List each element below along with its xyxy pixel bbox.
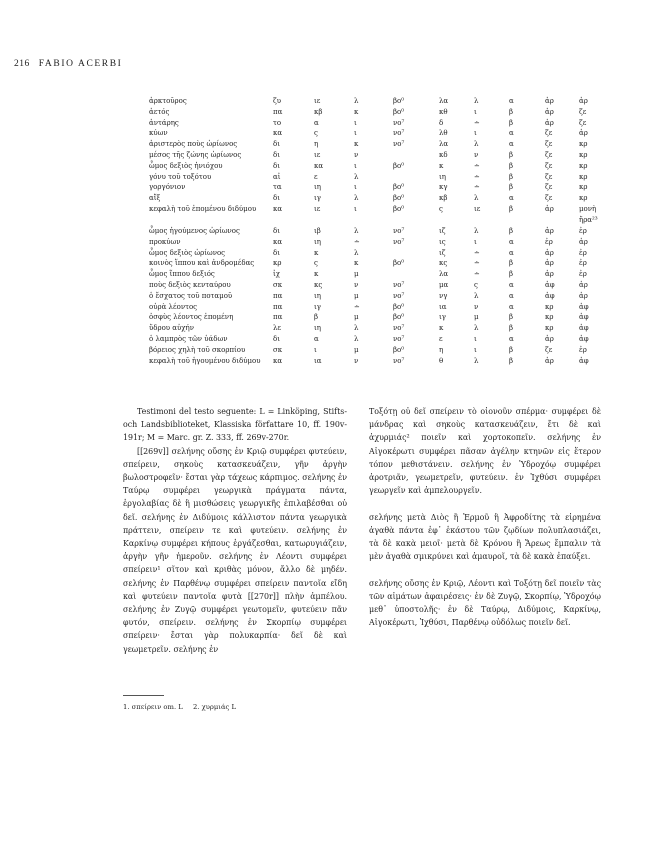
star-cell: κα — [273, 129, 283, 138]
star-cell: ζε — [545, 150, 553, 159]
star-cell: ἐρ — [579, 226, 587, 235]
star-cell: ἀφ — [579, 356, 589, 365]
star-cell: ἀρ — [545, 226, 554, 235]
star-name: ὦμος δεξιὸς ἡνιόχου — [149, 161, 223, 170]
star-cell: μ — [474, 313, 479, 322]
star-cell: βο⁰ — [393, 194, 405, 203]
star-cell: ι — [314, 345, 317, 354]
star-cell: ἀρ — [545, 107, 554, 116]
star-cell: β — [509, 356, 514, 365]
star-cell: νο⁷ — [393, 356, 405, 365]
star-cell: λ — [354, 226, 359, 235]
star-cell: μ — [354, 345, 359, 354]
star-cell-line1: μονὴ — [579, 204, 597, 213]
star-name: κύων — [149, 129, 168, 138]
star-cell: ἀρ — [579, 280, 588, 289]
star-name: ἀντάρης — [149, 118, 179, 127]
star-cell: ζε — [579, 107, 587, 116]
star-cell: βο⁰ — [393, 259, 405, 268]
star-cell: ζε — [579, 118, 587, 127]
star-cell: ζε — [545, 194, 553, 203]
star-cell: ἐρ — [545, 237, 553, 246]
star-cell: σκ — [273, 280, 283, 289]
star-cell: β — [509, 204, 514, 213]
star-cell: ς — [314, 129, 318, 138]
star-cell: β — [509, 324, 514, 333]
star-cell: νο⁷ — [393, 334, 405, 343]
star-cell: ιγ — [314, 194, 321, 203]
star-cell: κ — [439, 324, 444, 333]
star-cell: λ — [474, 226, 479, 235]
star-cell: α — [509, 237, 514, 246]
star-cell: ς — [314, 259, 318, 268]
star-cell: ἐρ — [579, 270, 587, 279]
star-cell: κρ — [579, 194, 588, 203]
star-cell: ∸ — [474, 118, 480, 127]
star-cell: α — [509, 248, 514, 257]
star-cell: ἀφ — [579, 302, 589, 311]
greek-text-right-3: σελήνης οὔσης ἐν Κριῷ, Λέοντι καὶ Τοξότῃ δεῖ ποιεῖν τὰς τῶν αἱμάτων ἀφαιρέσεις· ἐν δὲ Ζυγῷ, Σκορπίῳ, Ὑδροχόῳ μεθ᾿ ὑποστολῆς· ἐν δὲ Ταύρῳ, Διδύμοις, Καρκίνῳ, Αἰγοκέρωτι, Ἰχθύσι, Παρθένῳ οὐδόλως ποιεῖν δεῖ. — [369, 578, 601, 628]
star-cell: ι — [354, 129, 357, 138]
star-cell: λ — [474, 356, 479, 365]
star-cell: ∸ — [474, 270, 480, 279]
star-cell: βο⁰ — [393, 204, 405, 213]
star-cell: κα — [273, 237, 283, 246]
star-name: ὦμος ἡγούμενος ὠρίωνος — [149, 226, 240, 235]
star-cell: λ — [354, 324, 359, 333]
greek-text-right-2: σελήνης μετὰ Διὸς ἢ Ἑρμοῦ ἢ Ἀφροδίτης τὰ εἰρημένα ἀγαθὰ πάντα ἐφ᾿ ἑκάστου τῶν ζῳδίων πολυπλασιάζει, τὰ δὲ κακὰ μειοῖ· μετὰ δὲ Κρόνου ἢ Ἄρεως ἔμπαλιν τὰ μὲν ἀγαθὰ σμικρύνει καὶ ἀμαυροῖ, τὰ δὲ κακὰ ἐπαύξει. — [369, 512, 601, 562]
footnotes — [123, 703, 244, 711]
star-cell: βο⁰ — [393, 161, 405, 170]
star-name: ὁ ἔσχατος τοῦ ποταμοῦ — [149, 291, 233, 300]
star-cell: ιη — [314, 324, 321, 333]
star-name: ἀριστερὸς ποὺς ὠρίωνος — [149, 140, 238, 149]
star-name: βόρειος χηλὴ τοῦ σκορπίου — [149, 345, 246, 354]
star-cell: πα — [273, 107, 283, 116]
star-cell: β — [509, 183, 514, 192]
star-cell: κρ — [545, 302, 554, 311]
star-cell: νο⁷ — [393, 280, 405, 289]
star-cell: δι — [273, 334, 280, 343]
running-head-author: FABIO ACERBI — [38, 59, 123, 69]
star-cell: ∸ — [474, 183, 480, 192]
star-cell: ιε — [314, 150, 321, 159]
star-name: κεφαλὴ τοῦ ἡγουμένου διδύμου — [149, 356, 261, 365]
star-cell: μα — [439, 280, 449, 289]
star-cell: κ — [314, 270, 319, 279]
star-cell: η — [439, 345, 444, 354]
star-cell: θ — [439, 356, 444, 365]
star-cell: ζε — [545, 140, 553, 149]
star-cell: πα — [273, 291, 283, 300]
star-cell: ἀρ — [545, 334, 554, 343]
star-cell: κρ — [579, 172, 588, 181]
star-cell: ιβ — [314, 226, 321, 235]
star-cell: κρ — [545, 313, 554, 322]
star-cell: ἀφ — [545, 280, 555, 289]
star-cell: τα — [273, 183, 282, 192]
star-cell: δι — [273, 194, 280, 203]
star-cell: κδ — [439, 150, 448, 159]
star-cell: ἀρ — [579, 129, 588, 138]
star-name: ὕδρου αὐχήν — [149, 324, 194, 333]
star-cell: α — [509, 334, 514, 343]
star-cell: κ — [439, 161, 444, 170]
star-cell: ἀρ — [545, 204, 554, 213]
star-cell: η — [314, 140, 319, 149]
star-cell: κς — [439, 259, 448, 268]
star-name: γόνυ τοῦ τοξότου — [149, 172, 212, 181]
star-cell: ἀφ — [579, 334, 589, 343]
star-cell: ζυ — [273, 97, 282, 105]
star-cell: κρ — [579, 183, 588, 192]
star-name: ὦμος ἵππου δεξιός — [149, 270, 215, 279]
star-cell: κρ — [579, 140, 588, 149]
star-cell: βο⁰ — [393, 313, 405, 322]
star-cell: ἐρ — [579, 345, 587, 354]
star-cell: δι — [273, 161, 280, 170]
star-cell: ζε — [545, 345, 553, 354]
star-cell: ιε — [474, 204, 481, 213]
star-cell: β — [314, 313, 319, 322]
star-cell: λθ — [439, 129, 448, 138]
star-cell: ἀρ — [579, 291, 588, 300]
star-cell: πα — [273, 302, 283, 311]
star-cell: ἀρ — [579, 97, 588, 105]
star-cell: ς — [439, 204, 443, 213]
star-cell: β — [509, 259, 514, 268]
star-cell: λ — [474, 291, 479, 300]
star-cell: ι — [474, 129, 477, 138]
star-cell: ε — [439, 334, 443, 343]
star-cell: α — [509, 140, 514, 149]
star-cell: β — [509, 345, 514, 354]
star-cell: σκ — [273, 345, 283, 354]
star-cell: α — [509, 291, 514, 300]
star-cell: κ — [354, 259, 359, 268]
star-cell: αἰ — [273, 172, 281, 181]
star-cell: ια — [314, 356, 322, 365]
star-cell: ια — [439, 302, 447, 311]
star-cell: ἰχ — [273, 270, 280, 279]
star-cell: λ — [354, 248, 359, 257]
star-cell: λ — [354, 97, 359, 105]
star-cell: ι — [354, 204, 357, 213]
star-cell: ζε — [545, 172, 553, 181]
star-cell: νγ — [439, 291, 448, 300]
star-cell — [579, 204, 598, 226]
star-cell: λα — [439, 270, 449, 279]
star-cell: ε — [314, 172, 318, 181]
star-cell: ιε — [314, 97, 321, 105]
star-cell: λ — [474, 194, 479, 203]
star-cell: λ — [474, 324, 479, 333]
star-cell: βο⁰ — [393, 302, 405, 311]
star-cell: β — [509, 270, 514, 279]
star-cell: κ — [354, 107, 359, 116]
star-name: μέσος τῆς ζώνης ὠρίωνος — [149, 150, 242, 159]
star-cell: β — [509, 172, 514, 181]
star-cell: ιη — [314, 237, 321, 246]
star-cell: ι — [474, 345, 477, 354]
star-name: ἀετός — [149, 107, 170, 116]
star-cell: ἀρ — [545, 97, 554, 105]
star-name: ὦμος δεξιὸς ὠρίωνος — [149, 248, 226, 257]
star-cell-line2: ἤρα²³ — [579, 215, 598, 224]
star-cell: μ — [354, 291, 359, 300]
star-cell: ∸ — [354, 302, 360, 311]
star-cell: πα — [273, 313, 283, 322]
star-cell: ἀρ — [545, 270, 554, 279]
star-cell: ι — [474, 334, 477, 343]
star-cell: β — [509, 226, 514, 235]
star-name: προκύων — [149, 237, 181, 246]
star-cell: ιη — [314, 291, 321, 300]
star-cell: α — [509, 194, 514, 203]
star-name: αἴξ — [149, 194, 161, 203]
star-cell: ζε — [545, 183, 553, 192]
star-cell: α — [314, 334, 319, 343]
star-cell: α — [314, 118, 319, 127]
star-cell: κγ — [439, 183, 448, 192]
star-cell: βο⁰ — [393, 97, 405, 105]
page-number: 216 — [14, 59, 30, 69]
star-cell: ιγ — [439, 313, 446, 322]
star-name: κεφαλὴ τοῦ ἑπομένου διδύμου — [149, 204, 257, 213]
star-cell: κα — [273, 204, 283, 213]
star-cell: κ — [314, 248, 319, 257]
star-cell: α — [509, 280, 514, 289]
star-cell: ἀρ — [545, 356, 554, 365]
star-cell: λ — [474, 140, 479, 149]
star-cell: κρ — [579, 150, 588, 159]
star-cell: ἀφ — [579, 313, 589, 322]
star-cell: ιζ — [439, 248, 446, 257]
star-name: κοινὸς ἵππου καὶ ἀνδρομέδας — [149, 259, 255, 268]
star-cell: μ — [354, 270, 359, 279]
star-cell: λα — [439, 97, 449, 105]
greek-text-left: [[269v]] σελήνης οὔσης ἐν Κριῷ συμφέρει φυτεύειν, σπείρειν, σηκοὺς κατασκευάζειν, γῆν ἀργὴν βωλοστροφεῖν· ἔσται γὰρ τάχεως κάρπιμος. σελήνης ἐν Ταύρῳ συμφέρει γεωργικὰ πράγματα πάντα, ἐργολαβίας δὲ ἢ μισθώσεις γεωργικῆς ἐπιλαβέσθαι οὐ δεῖ. σελήνης ἐν Διδύμοις κάλλιστον πάντα γεωργικὰ πράττειν, σπείρειν τε καὶ φυτεύειν. σελήνης ἐν Καρκίνῳ συμφέρει κήπους ἐργάζεσθαι, κατωρυγιάζειν, ἀργὴν γῆν ἡμεροῦν. σελήνης ἐν Λέοντι συμφέρει σπείρειν¹ σῖτον καὶ κριθὰς μόνον, ἄλλο δὲ μηδέν. σελήνης ἐν Παρθένῳ συμφέρει σπείρειν παντοῖα εἴδη καὶ φυτεύειν παντοῖα φυτὰ [[270r]] πλὴν ἀμπέλου. σελήνης ἐν Ζυγῷ συμφέρει γεωτομεῖν, φυτεύειν πᾶν φυτόν, σπείρειν. σελήνης ἐν Σκορπίῳ συμφέρει σπείρειν· ἔσται γὰρ πολυκαρπία· δεῖ δὲ καὶ γεωμετρεῖν. σελήνης ἐν — [123, 446, 347, 654]
star-name: ὁ λαμπρὸς τῶν ὑάδων — [149, 334, 228, 343]
star-cell: ις — [439, 237, 446, 246]
star-cell: ἀρ — [545, 259, 554, 268]
star-name: γοργόνιον — [149, 183, 186, 192]
star-cell: κ — [354, 140, 359, 149]
left-text-column — [123, 405, 347, 656]
star-cell: ν — [474, 150, 479, 159]
star-cell: κρ — [545, 324, 554, 333]
star-cell: κρ — [579, 161, 588, 170]
star-cell: β — [509, 107, 514, 116]
star-cell: ∸ — [474, 259, 480, 268]
star-cell: α — [509, 302, 514, 311]
star-cell: δι — [273, 226, 280, 235]
star-cell: κρ — [273, 259, 282, 268]
star-cell: ιγ — [314, 302, 321, 311]
star-cell: ἐρ — [579, 248, 587, 257]
star-cell: το — [273, 118, 282, 127]
star-name: οὐρὰ λέοντος — [149, 302, 198, 311]
star-cell: κα — [314, 161, 324, 170]
star-cell: κβ — [439, 194, 448, 203]
star-cell: β — [509, 161, 514, 170]
star-cell: ν — [354, 150, 359, 159]
star-cell: μ — [354, 313, 359, 322]
star-cell: κβ — [314, 107, 323, 116]
star-cell: κθ — [439, 107, 448, 116]
star-cell: νο⁷ — [393, 324, 405, 333]
star-name: ἀρκτοῦρος — [149, 97, 187, 105]
star-cell: ζε — [545, 129, 553, 138]
star-cell: λα — [439, 140, 449, 149]
footnote-rule — [123, 695, 164, 696]
star-cell: βο⁰ — [393, 345, 405, 354]
star-cell: ∸ — [474, 172, 480, 181]
star-cell: ν — [354, 356, 359, 365]
star-cell: ∸ — [474, 161, 480, 170]
star-cell: νο⁷ — [393, 118, 405, 127]
star-cell: ς — [474, 280, 478, 289]
star-cell: νο⁷ — [393, 291, 405, 300]
star-cell: κς — [314, 280, 323, 289]
star-cell: λ — [354, 172, 359, 181]
star-cell: ∸ — [354, 237, 360, 246]
star-cell: κα — [273, 356, 283, 365]
star-cell: ν — [354, 280, 359, 289]
star-cell: νο⁷ — [393, 226, 405, 235]
star-cell: ∸ — [474, 248, 480, 257]
star-cell: ι — [474, 237, 477, 246]
star-cell: ιη — [439, 172, 446, 181]
star-cell: νο⁷ — [393, 140, 405, 149]
right-text-column — [369, 405, 601, 629]
footnote-1: 1. σπείρειν om. L — [123, 703, 183, 711]
testimoni-paragraph: Testimoni del testo seguente: L = Linköping, Stifts- och Landsbiblioteket, Klassiska författare 10, ff. 190v-191r; M = Marc. gr. Z. 333, ff. 269v-270r. — [123, 407, 347, 443]
star-cell: α — [509, 129, 514, 138]
star-name: ὀσφὺς λέοντος ἑπομένη — [149, 313, 234, 322]
star-cell: β — [509, 118, 514, 127]
star-cell: ι — [474, 107, 477, 116]
star-cell: ι — [354, 161, 357, 170]
star-cell: δι — [273, 248, 280, 257]
star-cell: ζε — [545, 161, 553, 170]
star-cell: βο⁰ — [393, 107, 405, 116]
star-cell: ἀρ — [545, 118, 554, 127]
star-cell: ἀρ — [579, 237, 588, 246]
star-cell: λ — [354, 334, 359, 343]
star-cell: νο⁷ — [393, 237, 405, 246]
star-cell: β — [509, 150, 514, 159]
star-cell: ιζ — [439, 226, 446, 235]
star-cell: λ — [474, 97, 479, 105]
star-cell: ι — [354, 118, 357, 127]
star-cell: νο⁷ — [393, 129, 405, 138]
star-cell: ἀφ — [545, 291, 555, 300]
star-cell: λε — [273, 324, 282, 333]
star-cell: ν — [474, 302, 479, 311]
star-cell: ἐρ — [579, 259, 587, 268]
star-cell: α — [509, 97, 514, 105]
footnote-2: 2. χυρμιάς L — [192, 703, 237, 711]
star-cell: ἀφ — [579, 324, 589, 333]
star-cell: ι — [354, 183, 357, 192]
star-cell: δι — [273, 150, 280, 159]
star-cell: δι — [273, 140, 280, 149]
greek-text-right-1: Τοξότῃ οὐ δεῖ σπείρειν τὸ οἱονοῦν σπέρμα· συμφέρει δὲ μάνδρας καὶ σηκοὺς κατασκευάζειν, ἔτι δὲ καὶ ἀχυρμιάς² ποιεῖν καὶ χορτοκοπεῖν. σελήνης ἐν Αἰγοκέρωτι συμφέρει πᾶσαν ἀγέλην κτηνῶν εἰς ἕτερον τόπον μεθιστάνειν. σελήνης ἐν Ὑδροχόῳ συμφέρει ἀροτριᾶν, γεωμετρεῖν, φυτεύειν. ἐν Ἰχθύσι συμφέρει γεωργεῖν καὶ ἀμπελουργεῖν. — [369, 407, 601, 496]
star-name: ποὺς δεξιὸς κενταύρου — [149, 280, 231, 289]
star-cell: ιη — [314, 183, 321, 192]
star-cell: λ — [354, 194, 359, 203]
star-cell: ιε — [314, 204, 321, 213]
star-cell: β — [509, 313, 514, 322]
star-cell: δ — [439, 118, 444, 127]
star-cell: ἀρ — [545, 248, 554, 257]
star-cell: βο⁰ — [393, 183, 405, 192]
running-header — [14, 59, 122, 69]
